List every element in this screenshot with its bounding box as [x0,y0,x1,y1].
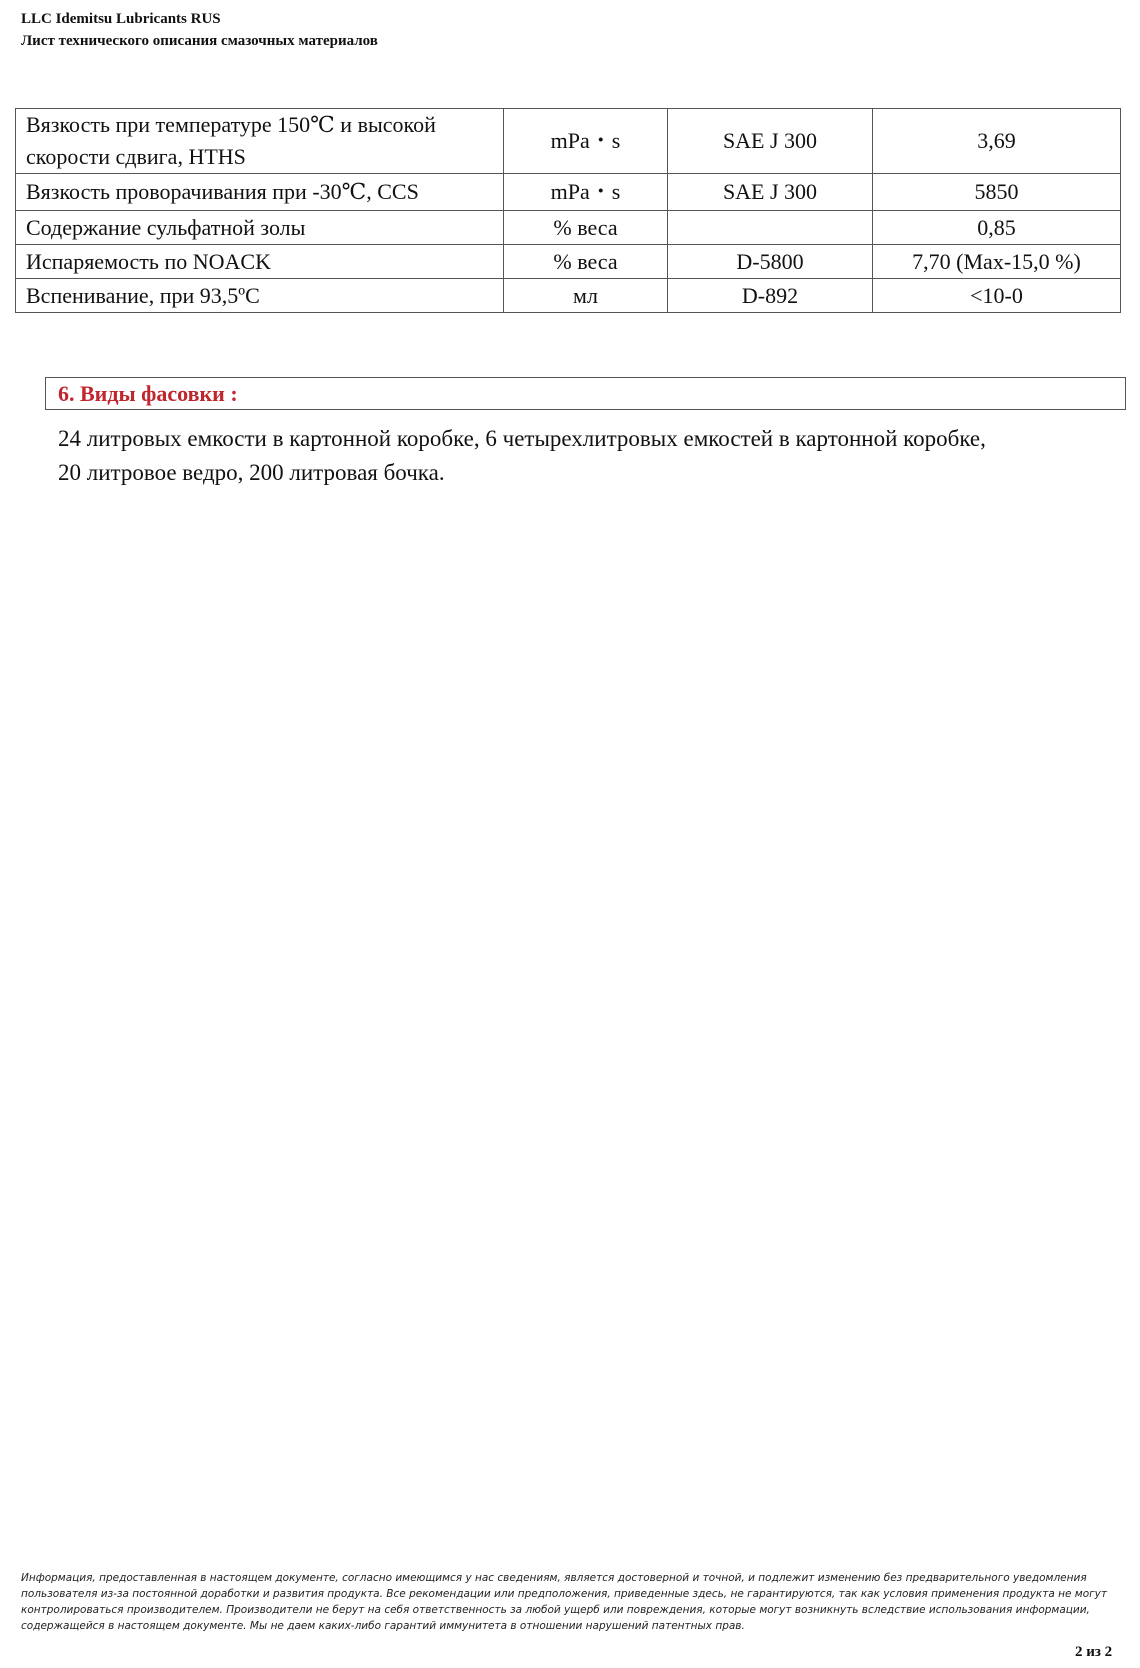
table-row [16,109,1121,174]
section-6-heading [45,377,1126,410]
property-value: 0,85 [873,211,1121,245]
property-method [668,211,873,245]
property-name: Вязкость проворачивания при -30℃, CCS [16,174,504,211]
property-method: D-892 [668,279,873,313]
section-6-title: 6. Виды фасовки : [58,381,238,406]
property-unit: мл [504,279,668,313]
packaging-line-2: 20 литровое ведро, 200 литровая бочка. [58,460,445,485]
property-unit: % веса [504,245,668,279]
property-name: Испаряемость по NOACK [16,245,504,279]
properties-table [15,108,1121,313]
property-value: 5850 [873,174,1121,211]
property-method: SAE J 300 [668,174,873,211]
table-row [16,245,1121,279]
page-number: 2 из 2 [1075,1644,1113,1660]
property-name: Вспенивание, при 93,5ºС [16,279,504,313]
table-row [16,211,1121,245]
property-value: 7,70 (Max-15,0 %) [873,245,1121,279]
property-value: <10-0 [873,279,1121,313]
property-method: D-5800 [668,245,873,279]
company-name: LLC Idemitsu Lubricants RUS [21,11,221,27]
packaging-text [58,422,1118,490]
property-name: Вязкость при температуре 150℃ и высокой скорости сдвига, HTHS [16,109,504,174]
property-name: Содержание сульфатной золы [16,211,504,245]
property-unit: mPa・s [504,109,668,174]
page-header [21,8,378,52]
property-unit: mPa・s [504,174,668,211]
footer-disclaimer: Информация, предоставленная в настоящем документе, согласно имеющимся у нас сведениям, является достоверной и точной, и подлежит изменению без предварительного уведомления пользователя из-за постоянной доработки и развития продукта. Все рекомендации или предположения, приведенные здесь, не гарантируются, так как условия применения продукта не могут контролироваться производителем. Производители не берут на себя ответственность за любой ущерб или повреждения, которые могут возникнуть вследствие использования информации, содержащейся в настоящем документе. Мы не даем каких-либо гарантий иммунитета в отношении нарушений патентных прав. [21,1572,1107,1632]
property-method: SAE J 300 [668,109,873,174]
document-title: Лист технического описания смазочных материалов [21,33,378,49]
packaging-line-1: 24 литровых емкости в картонной коробке, 6 четырехлитровых емкостей в картонной коробке, [58,426,986,451]
property-value: 3,69 [873,109,1121,174]
table-row [16,174,1121,211]
property-unit: % веса [504,211,668,245]
table-row [16,279,1121,313]
